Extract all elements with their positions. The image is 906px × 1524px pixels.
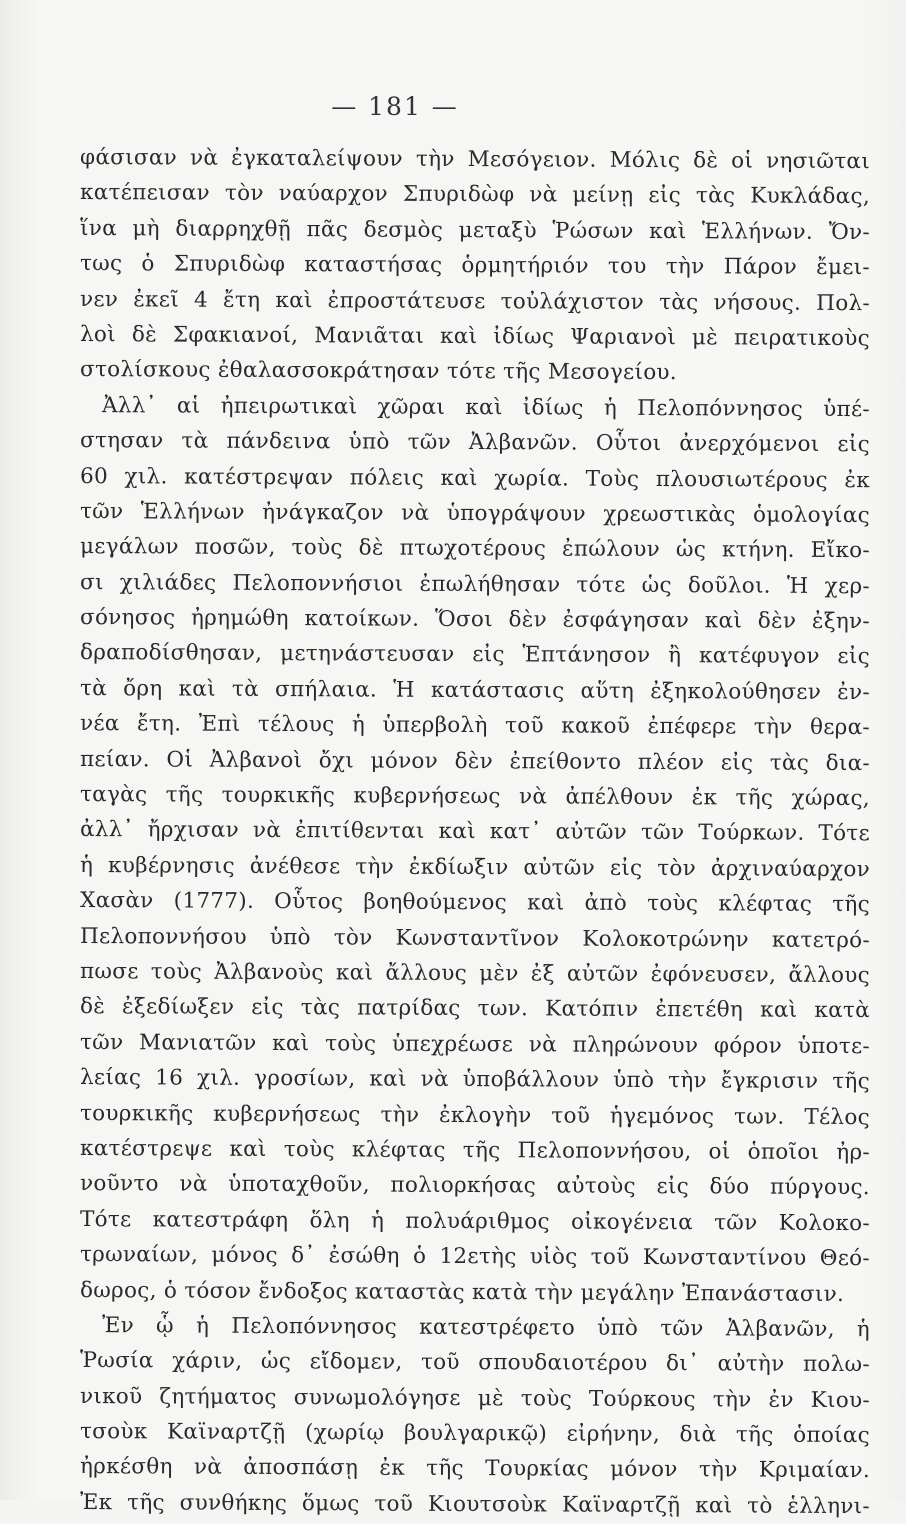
text-line: ἀλλ᾽ ἤρχισαν νὰ ἐπιτίθενται καὶ κατ᾽ αὐτῶν τῶν Τούρκων. Τότε [79,817,871,847]
text-line: τουρκικῆς κυβερνήσεως τὴν ἐκλογὴν τοῦ ἡγεμόνος των. Τέλος [79,1100,871,1130]
text-line: ἵνα μὴ διαρρηχθῇ πᾶς δεσμὸς μεταξὺ Ῥώσων καὶ Ἑλλήνων. Ὄν- [79,215,871,245]
text-line: τως ὁ Σπυριδὼφ καταστήσας ὁρμητήριόν του τὴν Πάρον ἔμει- [79,251,871,281]
text-line: Πελοποννήσου ὑπὸ τὸν Κωνσταντῖνον Κολοκοτρώνην κατετρό- [79,923,871,953]
text-line: κατέστρεψε καὶ τοὺς κλέφτας τῆς Πελοποννήσου, οἱ ὁποῖοι ἠρ- [79,1135,871,1166]
text-line: ἠρκέσθη νὰ ἀποσπάσῃ ἐκ τῆς Τουρκίας μόνον τὴν Κριμαίαν. [79,1454,871,1484]
text-line: λοὶ δὲ Σφακιανοί, Μανιᾶται καὶ ἰδίως Ψαριανοὶ μὲ πειρατικοὺς [79,321,871,352]
text-line: τρωναίων, μόνος δ᾽ ἐσώθη ὁ 12ετὴς υἱὸς τοῦ Κωνσταντίνου Θεό- [79,1242,871,1272]
text-line: μεγάλων ποσῶν, τοὺς δὲ πτωχοτέρους ἐπώλουν ὡς κτήνη. Εἴκο- [79,534,871,564]
text-line: σι χιλιάδες Πελοποννήσιοι ἐπωλήθησαν τότε ὡς δοῦλοι. Ἡ χερ- [79,569,871,599]
text-line: τῶν Ἑλλήνων ἠνάγκαζον νὰ ὑπογράψουν χρεωστικὰς ὁμολογίας [79,498,871,529]
text-line: νεν ἐκεῖ 4 ἔτη καὶ ἐπροστάτευσε τοὐλάχιστον τὰς νήσους. Πολ- [79,286,871,316]
text-line: πωσε τοὺς Ἀλβανοὺς καὶ ἄλλους μὲν ἐξ αὐτῶν ἐφόνευσεν, ἄλλους [79,958,871,989]
text-line: τσοὺκ Καϊναρτζῇ (χωρίῳ βουλγαρικῷ) εἰρήνην, διὰ τῆς ὁποίας [79,1419,871,1449]
text-line: Ῥωσία χάριν, ὡς εἴδομεν, τοῦ σπουδαιοτέρου δι᾽ αὐτὴν πολω- [79,1348,871,1378]
text-line: ταγὰς τῆς τουρκικῆς κυβερνήσεως νὰ ἀπέλθουν ἐκ τῆς χώρας, [79,782,871,812]
page-number: — 181 — [331,92,459,121]
text-line: νοῦντο νὰ ὑποταχθοῦν, πολιορκήσας αὐτοὺς εἰς δύο πύργους. [79,1171,871,1201]
text-line: Χασὰν (1777). Οὗτος βοηθούμενος καὶ ἀπὸ τοὺς κλέφτας τῆς [79,888,871,918]
text-line: νικοῦ ζητήματος συνωμολόγησε μὲ τοὺς Τούρκους τὴν ἐν Κιου- [79,1383,871,1413]
text-line: λείας 16 χιλ. γροσίων, καὶ νὰ ὑποβάλλουν ὑπὸ τὴν ἔγκρισιν τῆς [79,1065,871,1095]
text-line: Ἐκ τῆς συνθήκης ὅμως τοῦ Κιουτσοὺκ Καϊναρτζῇ καὶ τὸ ἑλληνι- [79,1489,871,1519]
text-line: φάσισαν νὰ ἐγκαταλείψουν τὴν Μεσόγειον. Μόλις δὲ οἱ νησιῶται [79,145,871,175]
text-line: σόνησος ἠρημώθη κατοίκων. Ὅσοι δὲν ἐσφάγησαν καὶ δὲν ἐξην- [79,605,871,635]
text-line: τὰ ὄρη καὶ τὰ σπήλαια. Ἡ κατάστασις αὕτη ἐξηκολούθησεν ἐν- [79,675,871,705]
text-line: δὲ ἐξεδίωξεν εἰς τὰς πατρίδας των. Κατόπιν ἐπετέθη καὶ κατὰ [79,994,871,1024]
text-line: πείαν. Οἱ Ἀλβανοὶ ὄχι μόνον δὲν ἐπείθοντο πλέον εἰς τὰς δια- [79,746,871,776]
text-line: κατέπεισαν τὸν ναύαρχον Σπυριδὼφ νὰ μείνῃ εἰς τὰς Κυκλάδας, [79,180,871,210]
text-line: 60 χιλ. κατέστρεψαν πόλεις καὶ χωρία. Τοὺς πλουσιωτέρους ἐκ [79,463,871,493]
text-line: Ἐν ᾧ ἡ Πελοπόννησος κατεστρέφετο ὑπὸ τῶν Ἀλβανῶν, ἡ [101,1313,871,1343]
text-line: στολίσκους ἐθαλασσοκράτησαν τότε τῆς Μεσογείου. [79,357,678,386]
body-text [80,140,870,1520]
text-line: δωρος, ὁ τόσον ἔνδοξος καταστὰς κατὰ τὴν μεγάλην Ἐπανάστασιν. [79,1277,845,1307]
text-line: Ἀλλ᾽ αἱ ἠπειρωτικαὶ χῶραι καὶ ἰδίως ἡ Πελοπόννησος ὑπέ- [101,392,871,422]
text-line: τῶν Μανιατῶν καὶ τοὺς ὑπεχρέωσε νὰ πληρώνουν φόρον ὑποτε- [79,1029,871,1059]
text-line: στησαν τὰ πάνδεινα ὑπὸ τῶν Ἀλβανῶν. Οὗτοι ἀνερχόμενοι εἰς [79,428,871,458]
text-line: νέα ἔτη. Ἐπὶ τέλους ἡ ὑπερβολὴ τοῦ κακοῦ ἐπέφερε τὴν θερα- [79,711,871,741]
text-line: δραποδίσθησαν, μετηνάστευσαν εἰς Ἑπτάνησον ἢ κατέφυγον εἰς [79,640,871,670]
text-line: ἡ κυβέρνησις ἀνέθεσε τὴν ἐκδίωξιν αὐτῶν εἰς τὸν ἀρχιναύαρχον [79,852,871,882]
text-line: Τότε κατεστράφη ὅλη ἡ πολυάριθμος οἰκογένεια τῶν Κολοκο- [79,1206,871,1236]
